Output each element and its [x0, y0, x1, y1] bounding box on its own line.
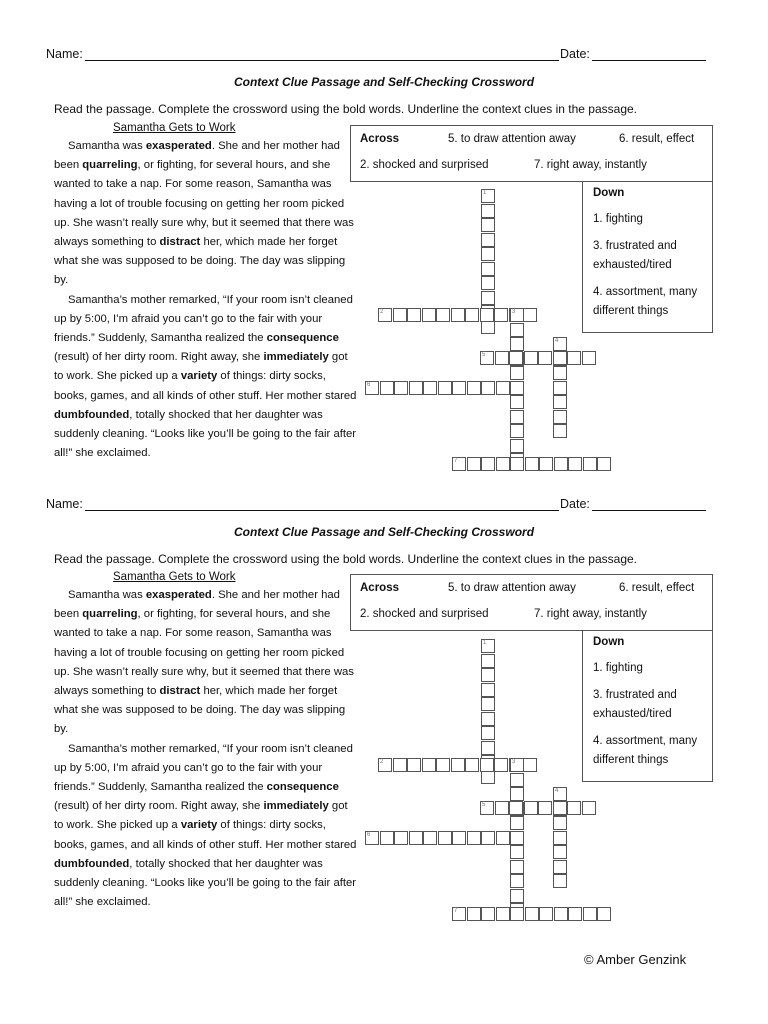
- crossword-cell[interactable]: [509, 801, 523, 815]
- crossword-cell[interactable]: [422, 308, 436, 322]
- crossword-cell[interactable]: [481, 668, 495, 682]
- crossword-cell[interactable]: [467, 381, 481, 395]
- across-clues-box: [350, 574, 713, 631]
- crossword-cell[interactable]: [423, 831, 437, 845]
- crossword-cell[interactable]: [510, 831, 524, 845]
- crossword-cell[interactable]: [510, 907, 524, 921]
- across-clue-7: 7. right away, instantly: [534, 159, 647, 171]
- crossword-cell[interactable]: [481, 741, 495, 755]
- crossword-cell[interactable]: [553, 816, 567, 830]
- clue-number: 6: [367, 382, 371, 388]
- passage: [54, 137, 359, 463]
- crossword-cell[interactable]: [510, 337, 524, 351]
- crossword-cell[interactable]: [481, 291, 495, 305]
- crossword-cell[interactable]: [378, 758, 392, 772]
- clue-number: 1: [483, 190, 487, 196]
- date-line: [560, 47, 706, 61]
- crossword-cell[interactable]: [481, 726, 495, 740]
- across-heading: Across: [360, 582, 399, 594]
- vocab-word: immediately: [263, 351, 329, 364]
- crossword-cell[interactable]: [380, 831, 394, 845]
- crossword-cell[interactable]: [481, 233, 495, 247]
- crossword-cell[interactable]: [409, 831, 423, 845]
- name-line: [46, 497, 559, 511]
- across-clue-5: 5. to draw attention away: [448, 133, 576, 145]
- crossword-cell[interactable]: [378, 308, 392, 322]
- across-heading: Across: [360, 133, 399, 145]
- crossword-cell[interactable]: [452, 831, 466, 845]
- crossword-cell[interactable]: [553, 845, 567, 859]
- crossword-cell[interactable]: [481, 189, 495, 203]
- crossword-cell[interactable]: [567, 801, 581, 815]
- vocab-word: consequence: [266, 781, 339, 794]
- date-label: Date:: [560, 497, 590, 511]
- crossword-cell[interactable]: [496, 907, 510, 921]
- across-clue-5: 5. to draw attention away: [448, 582, 576, 594]
- crossword-cell[interactable]: [553, 351, 567, 365]
- crossword-cell[interactable]: [510, 773, 524, 787]
- crossword-cell[interactable]: [495, 801, 509, 815]
- crossword-cell[interactable]: [538, 801, 552, 815]
- crossword-cell[interactable]: [452, 381, 466, 395]
- across-clue-2: 2. shocked and surprised: [360, 159, 489, 171]
- crossword-cell[interactable]: [451, 758, 465, 772]
- crossword-cell[interactable]: [436, 758, 450, 772]
- crossword-cell[interactable]: [393, 308, 407, 322]
- crossword-cell[interactable]: [582, 351, 596, 365]
- passage: [54, 586, 359, 912]
- clue-number: 6: [367, 832, 371, 838]
- crossword-cell[interactable]: [495, 351, 509, 365]
- crossword-cell[interactable]: [394, 831, 408, 845]
- vocab-word: distract: [159, 236, 201, 249]
- crossword-cell[interactable]: [523, 308, 537, 322]
- crossword-cell[interactable]: [480, 758, 494, 772]
- across-clue-2: 2. shocked and surprised: [360, 608, 489, 620]
- down-heading: Down: [593, 187, 625, 199]
- crossword-cell[interactable]: [510, 758, 524, 772]
- crossword-cell[interactable]: [582, 801, 596, 815]
- vocab-word: quarreling: [82, 159, 138, 172]
- worksheet-top: [0, 0, 768, 464]
- crossword-cell[interactable]: [553, 787, 567, 801]
- crossword-cell[interactable]: [409, 381, 423, 395]
- crossword-cell[interactable]: [553, 381, 567, 395]
- name-line: [46, 47, 559, 61]
- crossword-cell[interactable]: [539, 907, 553, 921]
- crossword-cell[interactable]: [510, 381, 524, 395]
- crossword-cell[interactable]: [554, 907, 568, 921]
- copyright: © Amber Genzink: [584, 952, 687, 967]
- worksheet-title: Context Clue Passage and Self-Checking Crossword: [233, 525, 535, 539]
- crossword-cell[interactable]: [407, 308, 421, 322]
- date-label: Date:: [560, 47, 590, 61]
- across-clue-6: 6. result, effect: [619, 133, 695, 145]
- clue-number: 4: [555, 788, 559, 794]
- crossword-cell[interactable]: [422, 758, 436, 772]
- crossword-cell[interactable]: [510, 787, 524, 801]
- down-clue-4: 4. assortment, many different things: [593, 735, 698, 766]
- crossword-cell[interactable]: [567, 351, 581, 365]
- crossword-cell[interactable]: [423, 381, 437, 395]
- crossword-cell[interactable]: [510, 889, 524, 903]
- crossword-cell[interactable]: [365, 381, 379, 395]
- crossword-cell[interactable]: [481, 320, 495, 334]
- crossword-cell[interactable]: [597, 907, 611, 921]
- crossword-cell[interactable]: [438, 831, 452, 845]
- crossword-cell[interactable]: [510, 845, 524, 859]
- crossword-cell[interactable]: [510, 424, 524, 438]
- instructions: Read the passage. Complete the crossword using the bold words. Underline the context clues in the passage.: [54, 102, 638, 116]
- down-clues-box: [582, 181, 713, 333]
- crossword-cell[interactable]: [481, 654, 495, 668]
- crossword-cell[interactable]: [553, 337, 567, 351]
- clue-number: 5: [482, 802, 486, 808]
- crossword-cell[interactable]: [481, 831, 495, 845]
- crossword-cell[interactable]: [465, 308, 479, 322]
- crossword-cell[interactable]: [553, 410, 567, 424]
- passage-paragraph-2: Samantha’s mother remarked, “If your room isn’t cleaned up by 5:00, I’m afraid you can’t go to the fair with your friends.” Suddenly, Samantha realized the consequence (result) of her dirty room. Right away, she immediately got to work. She picked up a variety of things: dirty socks, books, games, and all kinds of other stuff. Her mother stared dumbfounded, totally shocked that her daughter was suddenly cleaning. “Looks like you’ll be going to the fair after all!” she exclaimed.: [54, 293, 357, 460]
- crossword-cell[interactable]: [510, 816, 524, 830]
- vocab-word: distract: [159, 685, 201, 698]
- across-clue-6: 6. result, effect: [619, 582, 695, 594]
- crossword-cell[interactable]: [452, 907, 466, 921]
- crossword-cell[interactable]: [436, 308, 450, 322]
- date-blank[interactable]: [592, 60, 706, 61]
- crossword-cell[interactable]: [438, 381, 452, 395]
- crossword-cell[interactable]: [393, 758, 407, 772]
- crossword-cell[interactable]: [494, 308, 508, 322]
- crossword-cell[interactable]: [583, 907, 597, 921]
- clue-number: 2: [380, 759, 384, 765]
- crossword-cell[interactable]: [481, 712, 495, 726]
- date-line: [560, 497, 706, 511]
- crossword-cell[interactable]: [523, 758, 537, 772]
- across-clue-7: 7. right away, instantly: [534, 608, 647, 620]
- crossword-cell[interactable]: [553, 831, 567, 845]
- crossword-cell[interactable]: [538, 351, 552, 365]
- crossword-cell[interactable]: [467, 907, 481, 921]
- crossword-cell[interactable]: [481, 770, 495, 784]
- down-clues-box: [582, 630, 713, 782]
- crossword-cell[interactable]: [467, 831, 481, 845]
- clue-number: 7: [454, 458, 458, 464]
- clue-number: 7: [454, 908, 458, 914]
- crossword-cell[interactable]: [480, 308, 494, 322]
- crossword-cell[interactable]: [480, 801, 494, 815]
- crossword-cell[interactable]: [494, 758, 508, 772]
- crossword-cell[interactable]: [480, 351, 494, 365]
- crossword-cell[interactable]: [510, 395, 524, 409]
- crossword-cell[interactable]: [553, 801, 567, 815]
- crossword-cell[interactable]: [481, 381, 495, 395]
- crossword-cell[interactable]: [553, 395, 567, 409]
- crossword-cell[interactable]: [553, 366, 567, 380]
- down-heading: Down: [593, 636, 625, 648]
- crossword-cell[interactable]: [451, 308, 465, 322]
- crossword-cell[interactable]: [510, 860, 524, 874]
- crossword-cell[interactable]: [510, 323, 524, 337]
- crossword-cell[interactable]: [553, 860, 567, 874]
- down-clue-3: 3. frustrated and exhausted/tired: [593, 689, 677, 720]
- vocab-word: variety: [180, 819, 218, 832]
- vocab-word: exasperated: [145, 140, 212, 152]
- vocab-word: exasperated: [145, 589, 212, 601]
- crossword-cell[interactable]: [465, 758, 479, 772]
- clue-number: 1: [483, 640, 487, 646]
- crossword-cell[interactable]: [496, 381, 510, 395]
- crossword-cell[interactable]: [568, 907, 582, 921]
- crossword-cell[interactable]: [365, 831, 379, 845]
- crossword-cell[interactable]: [510, 410, 524, 424]
- down-clue-1: 1. fighting: [593, 662, 643, 674]
- name-blank[interactable]: [85, 510, 559, 511]
- crossword-cell[interactable]: [380, 381, 394, 395]
- passage-paragraph-2: Samantha’s mother remarked, “If your room isn’t cleaned up by 5:00, I’m afraid you can’t go to the fair with your friends.” Suddenly, Samantha realized the consequence (result) of her dirty room. Right away, she immediately got to work. She picked up a variety of things: dirty socks, books, games, and all kinds of other stuff. Her mother stared dumbfounded, totally shocked that her daughter was suddenly cleaning. “Looks like you’ll be going to the fair after all!” she exclaimed.: [54, 742, 357, 909]
- clue-number: 2: [380, 309, 384, 315]
- clue-number: 5: [482, 352, 486, 358]
- down-clue-3: 3. frustrated and exhausted/tired: [593, 240, 677, 271]
- crossword-cell[interactable]: [481, 639, 495, 653]
- crossword-cell[interactable]: [481, 204, 495, 218]
- crossword-cell[interactable]: [481, 276, 495, 290]
- worksheet-title: Context Clue Passage and Self-Checking Crossword: [233, 75, 535, 89]
- crossword-cell[interactable]: [510, 366, 524, 380]
- across-clues-box: [350, 125, 713, 182]
- name-label: Name:: [46, 47, 83, 61]
- vocab-word: dumbfounded: [54, 408, 130, 421]
- vocab-word: quarreling: [82, 608, 138, 621]
- vocab-word: dumbfounded: [54, 857, 130, 870]
- crossword-cell[interactable]: [553, 424, 567, 438]
- crossword-cell[interactable]: [553, 874, 567, 888]
- worksheet-bottom: [0, 450, 768, 914]
- clue-number: 4: [555, 338, 559, 344]
- down-clue-1: 1. fighting: [593, 213, 643, 225]
- crossword-cell[interactable]: [481, 218, 495, 232]
- crossword-cell[interactable]: [481, 247, 495, 261]
- crossword-cell[interactable]: [509, 351, 523, 365]
- clue-number: 3: [512, 309, 516, 315]
- name-label: Name:: [46, 497, 83, 511]
- vocab-word: consequence: [266, 332, 339, 345]
- vocab-word: variety: [180, 370, 218, 383]
- crossword-cell[interactable]: [481, 697, 495, 711]
- crossword-cell[interactable]: [407, 758, 421, 772]
- story-title: Samantha Gets to Work: [113, 122, 236, 134]
- crossword-cell[interactable]: [525, 907, 539, 921]
- crossword-cell[interactable]: [481, 907, 495, 921]
- crossword-cell[interactable]: [496, 831, 510, 845]
- name-blank[interactable]: [85, 60, 559, 61]
- passage-paragraph-1: Samantha was exasperated. She and her mother had been quarreling, or fighting, for several hours, and she wanted to take a nap. For some reason, Samantha was having a lot of trouble focusing on getting her room picked up. She wasn’t really sure why, but it seemed that there was always something to distract her, which made her forget what she was supposed to be doing. The day was slipping by.: [54, 589, 354, 736]
- crossword-cell[interactable]: [481, 683, 495, 697]
- crossword-cell[interactable]: [524, 801, 538, 815]
- story-title: Samantha Gets to Work: [113, 571, 236, 583]
- crossword-cell[interactable]: [524, 351, 538, 365]
- clue-number: 3: [512, 759, 516, 765]
- instructions: Read the passage. Complete the crossword using the bold words. Underline the context clues in the passage.: [54, 552, 638, 566]
- crossword-cell[interactable]: [481, 262, 495, 276]
- crossword-cell[interactable]: [394, 381, 408, 395]
- down-clue-4: 4. assortment, many different things: [593, 286, 698, 317]
- crossword-cell[interactable]: [510, 308, 524, 322]
- crossword-cell[interactable]: [510, 874, 524, 888]
- date-blank[interactable]: [592, 510, 706, 511]
- vocab-word: immediately: [263, 800, 329, 813]
- passage-paragraph-1: Samantha was exasperated. She and her mother had been quarreling, or fighting, for several hours, and she wanted to take a nap. For some reason, Samantha was having a lot of trouble focusing on getting her room picked up. She wasn’t really sure why, but it seemed that there was always something to distract her, which made her forget what she was supposed to be doing. The day was slipping by.: [54, 140, 354, 287]
